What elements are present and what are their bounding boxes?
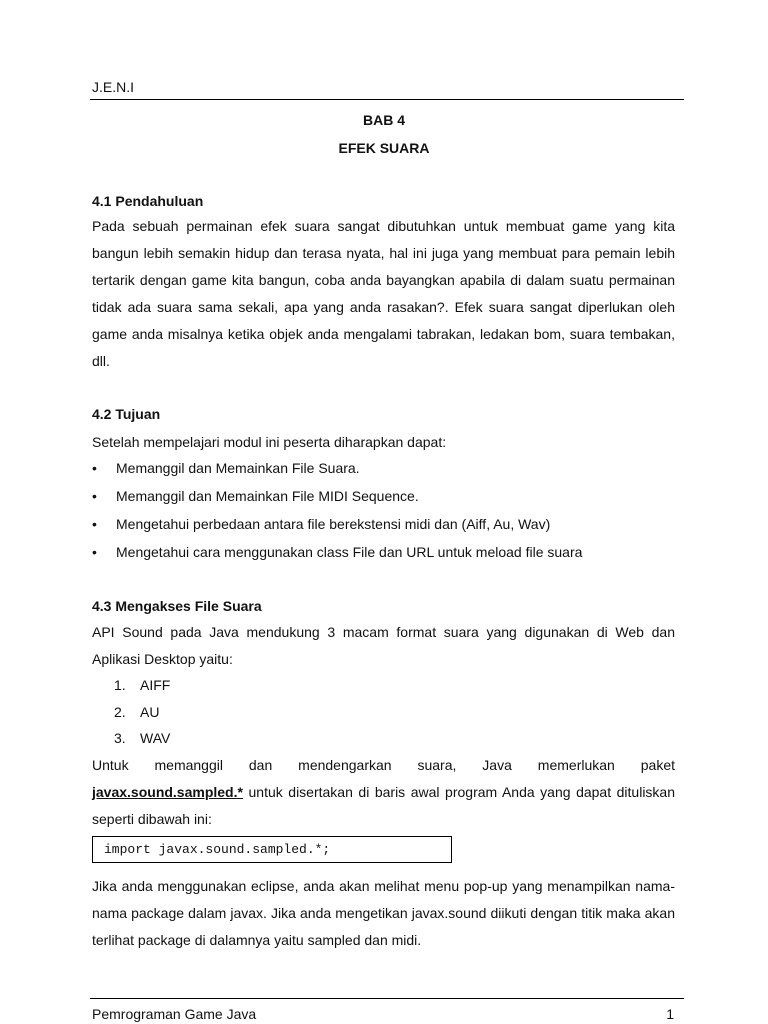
list-item: • Memanggil dan Memainkan File Suara. — [92, 454, 675, 482]
objectives-list — [92, 454, 675, 566]
eclipse-paragraph: Jika anda menggunakan eclipse, anda akan melihat menu pop-up yang menampilkan nama-nama package dalam javax. Jika anda mengetikan javax.sound diikuti dengan titik maka akan terlihat package di dalamnya yaitu sampled dan midi. — [92, 878, 675, 948]
bullet-icon: • — [92, 460, 97, 476]
code-text: import javax.sound.sampled.*; — [104, 842, 331, 857]
sound-format-list — [92, 672, 675, 752]
package-name: javax.sound.sampled.* — [92, 784, 243, 800]
list-item: 3. WAV — [114, 730, 171, 746]
footer-divider — [90, 998, 684, 999]
section-heading-sound-files: 4.3 Mengakses File Suara — [92, 598, 262, 614]
package-paragraph-rest: javax.sound.sampled.* untuk disertakan di baris awal program Anda yang dapat dituliskan seperti dibawah ini: — [92, 784, 676, 827]
list-item: • Mengetahui cara menggunakan class File dan URL untuk meload file suara — [92, 538, 675, 566]
chapter-title: EFEK SUARA — [338, 140, 430, 156]
bullet-icon: • — [92, 516, 97, 532]
list-item: • Mengetahui perbedaan antara file berekstensi midi dan (Aiff, Au, Wav) — [92, 510, 675, 538]
section-heading-introduction: 4.1 Pendahuluan — [92, 193, 204, 209]
header-divider — [90, 99, 684, 100]
code-snippet — [92, 836, 452, 863]
running-header: J.E.N.I — [92, 79, 135, 95]
bullet-icon: • — [92, 544, 97, 560]
objectives-intro: Setelah mempelajari modul ini peserta diharapkan dapat: — [92, 434, 447, 450]
package-paragraph-line-1: Untuk memanggil dan mendengarkan suara, Java memerlukan paket — [92, 757, 675, 773]
list-item: • Memanggil dan Memainkan File MIDI Sequence. — [92, 482, 675, 510]
page-number: 1 — [666, 1006, 674, 1022]
running-footer: Pemrograman Game Java — [92, 1006, 257, 1022]
bullet-icon: • — [92, 488, 97, 504]
chapter-number: BAB 4 — [362, 112, 405, 128]
list-item: 1. AIFF — [114, 677, 171, 693]
sound-formats-intro: API Sound pada Java mendukung 3 macam format suara yang digunakan di Web dan Aplikasi Desktop yaitu: — [92, 624, 675, 667]
section-heading-objectives: 4.2 Tujuan — [92, 406, 161, 422]
introduction-paragraph: Pada sebuah permainan efek suara sangat dibutuhkan untuk membuat game yang kita bangun lebih semakin hidup dan terasa nyata, hal ini juga yang membuat para pemain lebih tertarik dengan game kita bangun, coba anda bayangkan apabila di dalam suatu permainan tidak ada suara sama sekali, apa yang anda rasakan?. Efek suara sangat diperlukan oleh game anda misalnya ketika objek anda mengalami tabrakan, ledakan bom, suara tembakan, dll. — [92, 218, 675, 369]
list-item: 2. AU — [114, 703, 160, 720]
